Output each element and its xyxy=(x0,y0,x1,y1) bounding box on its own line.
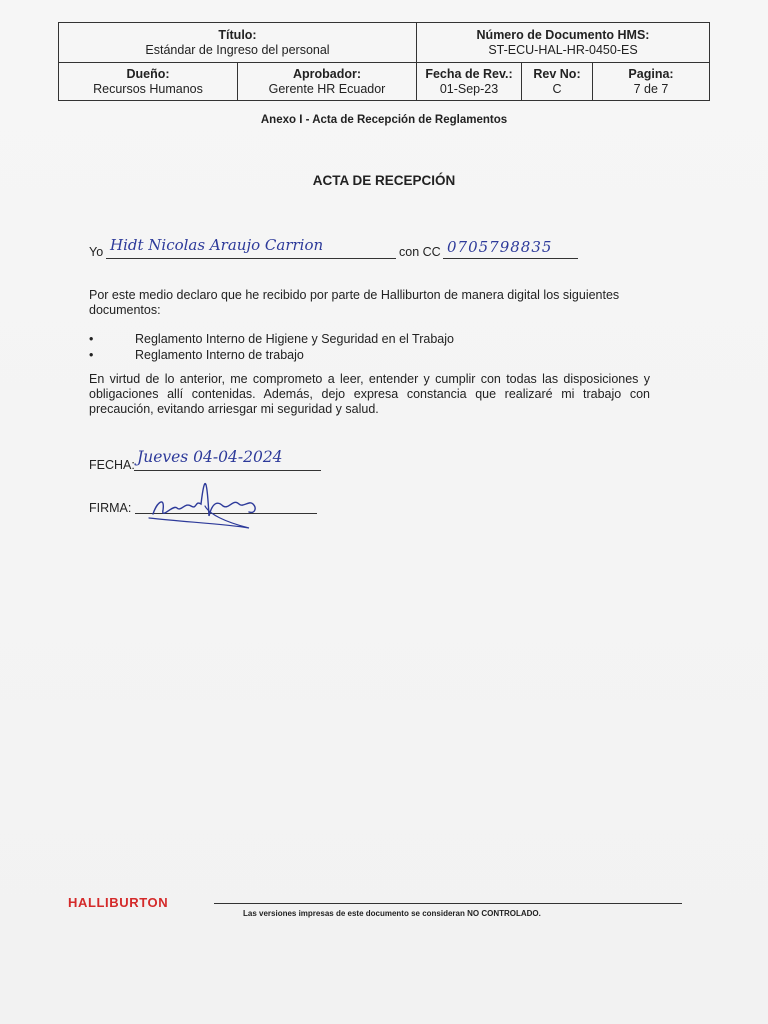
documents-list xyxy=(89,331,454,363)
rev-no-value: C xyxy=(552,81,562,96)
cc-underline xyxy=(443,258,578,259)
aprobador-label: Aprobador: xyxy=(292,66,362,81)
list-item: • Reglamento Interno de Higiene y Seguridad en el Trabajo xyxy=(89,331,454,347)
footer-note: Las versiones impresas de este documento se consideran NO CONTROLADO. xyxy=(243,909,541,918)
fecha-label: FECHA: xyxy=(89,458,135,472)
titulo-value: Estándar de Ingreso del personal xyxy=(145,42,330,57)
pagina-cell xyxy=(593,63,710,101)
pagina-value: 7 de 7 xyxy=(633,81,669,96)
fecha-rev-label: Fecha de Rev.: xyxy=(425,66,513,81)
cc-handwritten: 0705798835 xyxy=(447,238,553,256)
document-header-table xyxy=(58,22,710,101)
rev-no-cell xyxy=(522,63,593,101)
fecha-rev-cell xyxy=(417,63,522,101)
intro-paragraph: Por este medio declaro que he recibido por parte de Halliburton de manera digital los siguientes documentos: xyxy=(89,288,620,317)
name-underline xyxy=(106,258,396,259)
fecha-rev-value: 01-Sep-23 xyxy=(439,81,499,96)
firma-label: FIRMA: xyxy=(89,501,132,515)
commitment-paragraph: En virtud de lo anterior, me comprometo a leer, entender y cumplir con todas las disposiciones y obligaciones allí contenidas. Además, dejo expresa constancia que realizaré mi trabajo con precaución, evitando arriesgar mi seguridad y salud. xyxy=(89,372,650,416)
halliburton-logo: HALLIBURTON xyxy=(68,895,169,910)
aprobador-cell xyxy=(238,63,417,101)
numero-label: Número de Documento HMS: xyxy=(476,27,650,42)
dueno-value: Recursos Humanos xyxy=(93,81,203,96)
pagina-label: Pagina: xyxy=(628,66,674,81)
footer-divider xyxy=(214,903,682,904)
dueno-label: Dueño: xyxy=(126,66,170,81)
yo-label: Yo xyxy=(89,245,104,259)
list-item: • Reglamento Interno de trabajo xyxy=(89,347,454,363)
cc-label: con CC xyxy=(399,245,441,259)
signature-image xyxy=(145,470,265,532)
acta-title: ACTA DE RECEPCIÓN xyxy=(312,173,456,188)
annex-title: Anexo I - Acta de Recepción de Reglamentos xyxy=(260,114,508,126)
rev-no-label: Rev No: xyxy=(533,66,581,81)
titulo-cell xyxy=(59,23,417,63)
numero-value: ST-ECU-HAL-HR-0450-ES xyxy=(488,42,638,57)
dueno-cell xyxy=(59,63,238,101)
aprobador-value: Gerente HR Ecuador xyxy=(268,81,386,96)
numero-cell xyxy=(417,23,710,63)
titulo-label: Título: xyxy=(218,27,257,42)
name-handwritten: Hidt Nicolas Araujo Carrion xyxy=(110,236,324,254)
fecha-handwritten: Jueves 04-04-2024 xyxy=(137,448,283,466)
